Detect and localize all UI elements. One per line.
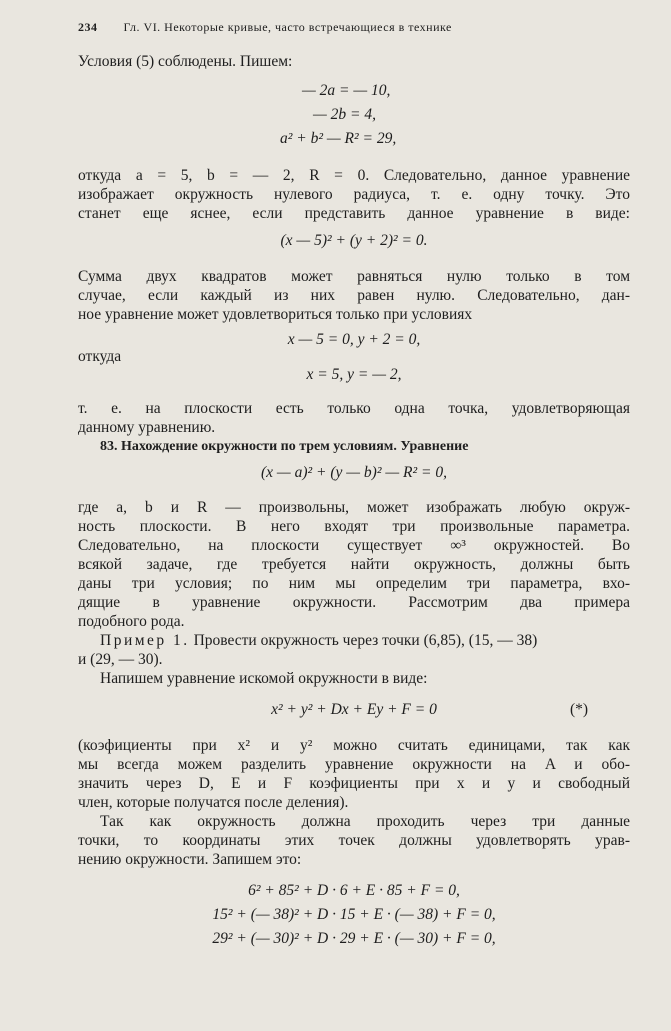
text-line: подобного рода. [78,613,185,630]
text-line: откуда [78,348,122,365]
equation: 15² + (— 38)² + D · 15 + E · (— 38) + F = 0, [212,906,496,923]
text-line: Следовательно, на плоскости существует ∞³ окружностей. Во [78,537,630,554]
text-line: нению окружности. Запишем это: [78,851,302,868]
text-line: где a, b и R — произвольны, может изображать любую окруж- [78,499,630,516]
text-line: ность плоскости. В него входят три произвольные параметра. [78,518,630,535]
text-line: и (29, — 30). [78,651,163,668]
equation: — 2a = — 10, [302,82,391,99]
equation: a² + b² — R² = 29, [280,130,397,147]
text-line: ное уравнение может удовлетвориться только при условиях [78,306,473,323]
equation: 29² + (— 30)² + D · 29 + E · (— 30) + F = 0, [212,930,496,947]
example-line [78,631,630,650]
text-line: т. е. на плоскости есть только одна точка, удовлетворяющая [78,400,630,417]
equation-tag: (*) [570,701,589,718]
equation: — 2b = 4, [313,106,376,123]
text-line: (коэфициенты при x² и y² можно считать единицами, так как [78,737,630,754]
equation: (x — a)² + (y — b)² — R² = 0, [261,464,447,481]
page-number: 234 [78,20,98,34]
text-line: случае, если каждый из них равен нулю. Следовательно, дан- [78,287,630,304]
text-line: Напишем уравнение искомой окружности в виде: [100,670,428,687]
text-line: точки, то координаты этих точек должны удовлетворять урав- [78,832,630,849]
text-line: значить через D, E и F коэфициенты при x и y и свободный [78,775,630,792]
text-line: член, которые получатся после деления). [78,794,349,811]
text-line: станет еще яснее, если представить данное уравнение в виде: [78,205,630,222]
text-line: откуда a = 5, b = — 2, R = 0. Следовательно, данное уравнение [78,167,630,184]
equation: 6² + 85² + D · 6 + E · 85 + F = 0, [248,882,460,899]
text-line: изображает окружность нулевого радиуса, т. е. одну точку. Это [78,186,630,203]
text-line: Так как окружность должна проходить через три данные [100,813,630,830]
example-text: Провести окружность через точки (6,85), (15, — 38) [193,632,538,649]
equation: x — 5 = 0, y + 2 = 0, [287,331,421,348]
example-label: Пример 1. [100,632,190,649]
chapter-title: Гл. VI. Некоторые кривые, часто встречающиеся в технике [123,20,452,34]
text-line: даны три условия; по ним мы определим три параметра, вхо- [78,575,630,592]
text-line: Условия (5) соблюдены. Пишем: [78,53,293,70]
section-heading: 83. Нахождение окружности по трем условиям. Уравнение [100,439,469,454]
text-line: данному уравнению. [78,419,216,436]
text-line: всякой задаче, где требуется найти окружность, должны быть [78,556,630,573]
equation: x = 5, y = — 2, [306,366,402,383]
equation: (x — 5)² + (y + 2)² = 0. [280,232,428,249]
running-header [78,20,598,35]
text-line: мы всегда можем разделить уравнение окружности на A и обо- [78,756,630,773]
text-line: дящие в уравнение окружности. Рассмотрим два примера [78,594,630,611]
text-line: Сумма двух квадратов может равняться нулю только в том [78,268,630,285]
equation: x² + y² + Dx + Ey + F = 0 [271,701,437,718]
